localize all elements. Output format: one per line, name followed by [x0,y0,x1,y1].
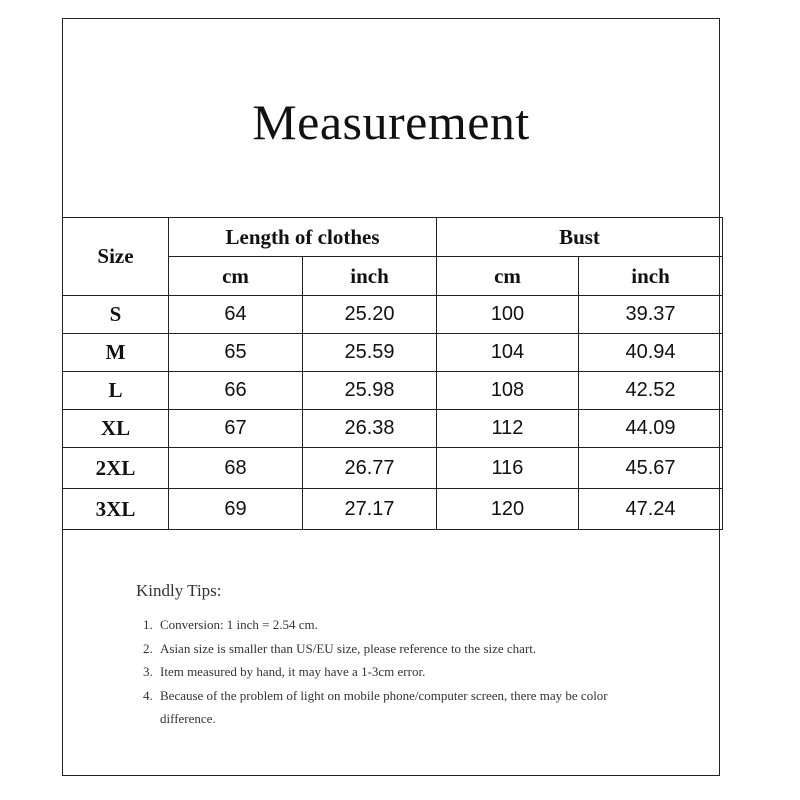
bust-cm-header: cm [437,257,579,296]
tip-item: 3. Item measured by hand, it may have a 1-3cm error. [156,660,656,684]
table-row [63,296,723,334]
length-inch-header: inch [303,257,437,296]
bust-cm-cell: 100 [437,296,579,334]
length-cm-cell: 69 [169,489,303,530]
length-inch-cell: 25.59 [303,334,437,372]
bust-cm-cell: 120 [437,489,579,530]
tips-list [136,613,656,731]
size-cell: S [63,296,169,334]
table-row [63,410,723,448]
length-inch-cell: 25.20 [303,296,437,334]
tip-item: 1. Conversion: 1 inch = 2.54 cm. [156,613,656,637]
tip-item: 4. Because of the problem of light on mobile phone/computer screen, there may be color difference. [156,684,656,731]
bust-inch-cell: 45.67 [579,448,723,489]
length-cm-cell: 67 [169,410,303,448]
table-row [63,334,723,372]
length-cm-cell: 68 [169,448,303,489]
kindly-tips [136,581,656,731]
length-inch-cell: 25.98 [303,372,437,410]
page-title: Measurement [252,93,530,150]
bust-inch-cell: 44.09 [579,410,723,448]
length-cm-cell: 66 [169,372,303,410]
table-row [63,489,723,530]
size-cell: 2XL [63,448,169,489]
length-inch-cell: 26.38 [303,410,437,448]
measurement-card [62,18,720,776]
bust-inch-cell: 40.94 [579,334,723,372]
table-header-row [63,218,723,257]
length-inch-cell: 26.77 [303,448,437,489]
size-cell: L [63,372,169,410]
tip-item: 2. Asian size is smaller than US/EU size, please reference to the size chart. [156,637,656,661]
bust-inch-header: inch [579,257,723,296]
bust-cm-cell: 112 [437,410,579,448]
bust-inch-cell: 39.37 [579,296,723,334]
bust-inch-cell: 42.52 [579,372,723,410]
size-cell: 3XL [63,489,169,530]
length-inch-cell: 27.17 [303,489,437,530]
size-chart-table [62,217,723,530]
size-cell: M [63,334,169,372]
bust-cm-cell: 104 [437,334,579,372]
table-row [63,448,723,489]
bust-group-header: Bust [437,218,723,257]
length-cm-cell: 65 [169,334,303,372]
size-column-header: Size [63,218,169,296]
table-row [63,372,723,410]
size-cell: XL [63,410,169,448]
bust-cm-cell: 116 [437,448,579,489]
tips-title: Kindly Tips: [136,581,222,600]
bust-cm-cell: 108 [437,372,579,410]
title-area [63,19,719,218]
bust-inch-cell: 47.24 [579,489,723,530]
length-cm-header: cm [169,257,303,296]
length-group-header: Length of clothes [169,218,437,257]
length-cm-cell: 64 [169,296,303,334]
